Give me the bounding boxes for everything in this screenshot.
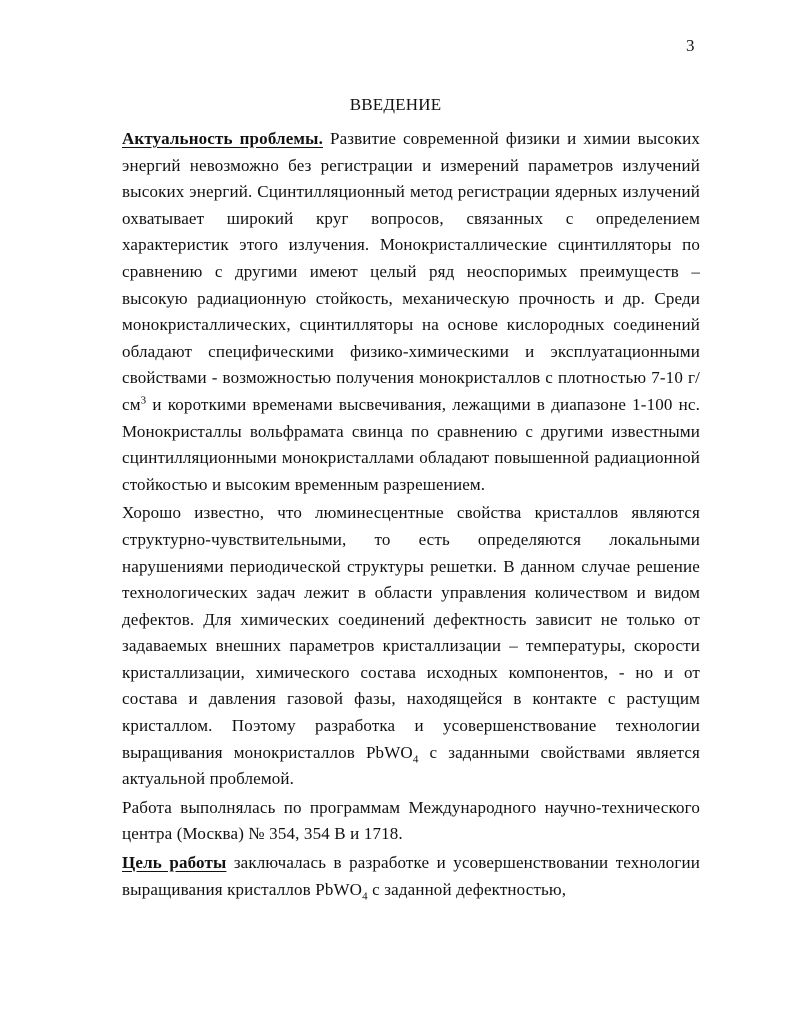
goal-text-start: заключалась в разработке и усовершенствовании технологии выращивания кристаллов PbWO [122, 853, 700, 899]
structure-text-end: с заданными свойствами является актуальной проблемой. [122, 742, 700, 789]
relevance-superscript: 3 [140, 394, 147, 407]
relevance-text-start: Развитие современной физики и химии высоких энергий невозможно без регистрации и измерений параметров излучений высоких энергий. Сцинтилляционный метод регистрации ядерных излучений охватывает широкий круг вопросов, связанных с определением характеристик этого излучения. Монокристаллические сцинтилляторы по сравнению с другими имеют целый ряд неоспоримых преимуществ – высокую радиационную стойкость, механическую прочность и др. Среди монокристаллических, сцинтилляторы на основе кислородных соединений обладают специфическими физико-химическими и эксплуатационными свойствами - возможностью получения монокристаллов с плотностью 7-10 г/см [122, 129, 700, 414]
page-number: 3 [686, 36, 695, 55]
section-heading: ВВЕДЕНИЕ [349, 95, 442, 114]
body-text [122, 126, 700, 903]
goal-subscript: 4 [362, 890, 368, 903]
structure-subscript: 4 [412, 753, 419, 766]
program-text: Работа выполнялась по программам Международного научно-технического центра (Москва) № 354, 354 B и 1718. [122, 797, 700, 844]
paragraph-program [122, 795, 700, 848]
goal-text-end: с заданной дефектностью, [367, 879, 567, 899]
relevance-text-end: и короткими временами высвечивания, лежащими в диапазоне 1-100 нс. Монокристаллы вольфрамата свинца по сравнению с другими известными сцинтилляционными монокристаллами обладают повышенной радиационной стойкостью и высоким временным разрешением. [122, 394, 700, 494]
relevance-lead: Актуальность проблемы. [122, 129, 323, 148]
paragraph-relevance [122, 126, 700, 498]
paragraph-goal [122, 850, 700, 903]
structure-text-start: Хорошо известно, что люминесцентные свойства кристаллов являются структурно-чувствительными, то есть определяются локальными нарушениями периодической структуры решетки. В данном случае решение технологических задач лежит в области управления количеством и видом дефектов. Для химических соединений дефектность зависит не только от задаваемых внешних параметров кристаллизации – температуры, скорости кристаллизации, химического состава исходных компонентов, - но и от состава и давления газовой фазы, находящейся в контакте с растущим кристаллом. Поэтому разработка и усовершенствование технологии выращивания монокристаллов PbWO [122, 503, 700, 762]
goal-lead: Цель работы [122, 853, 227, 873]
paragraph-structure [122, 500, 700, 793]
